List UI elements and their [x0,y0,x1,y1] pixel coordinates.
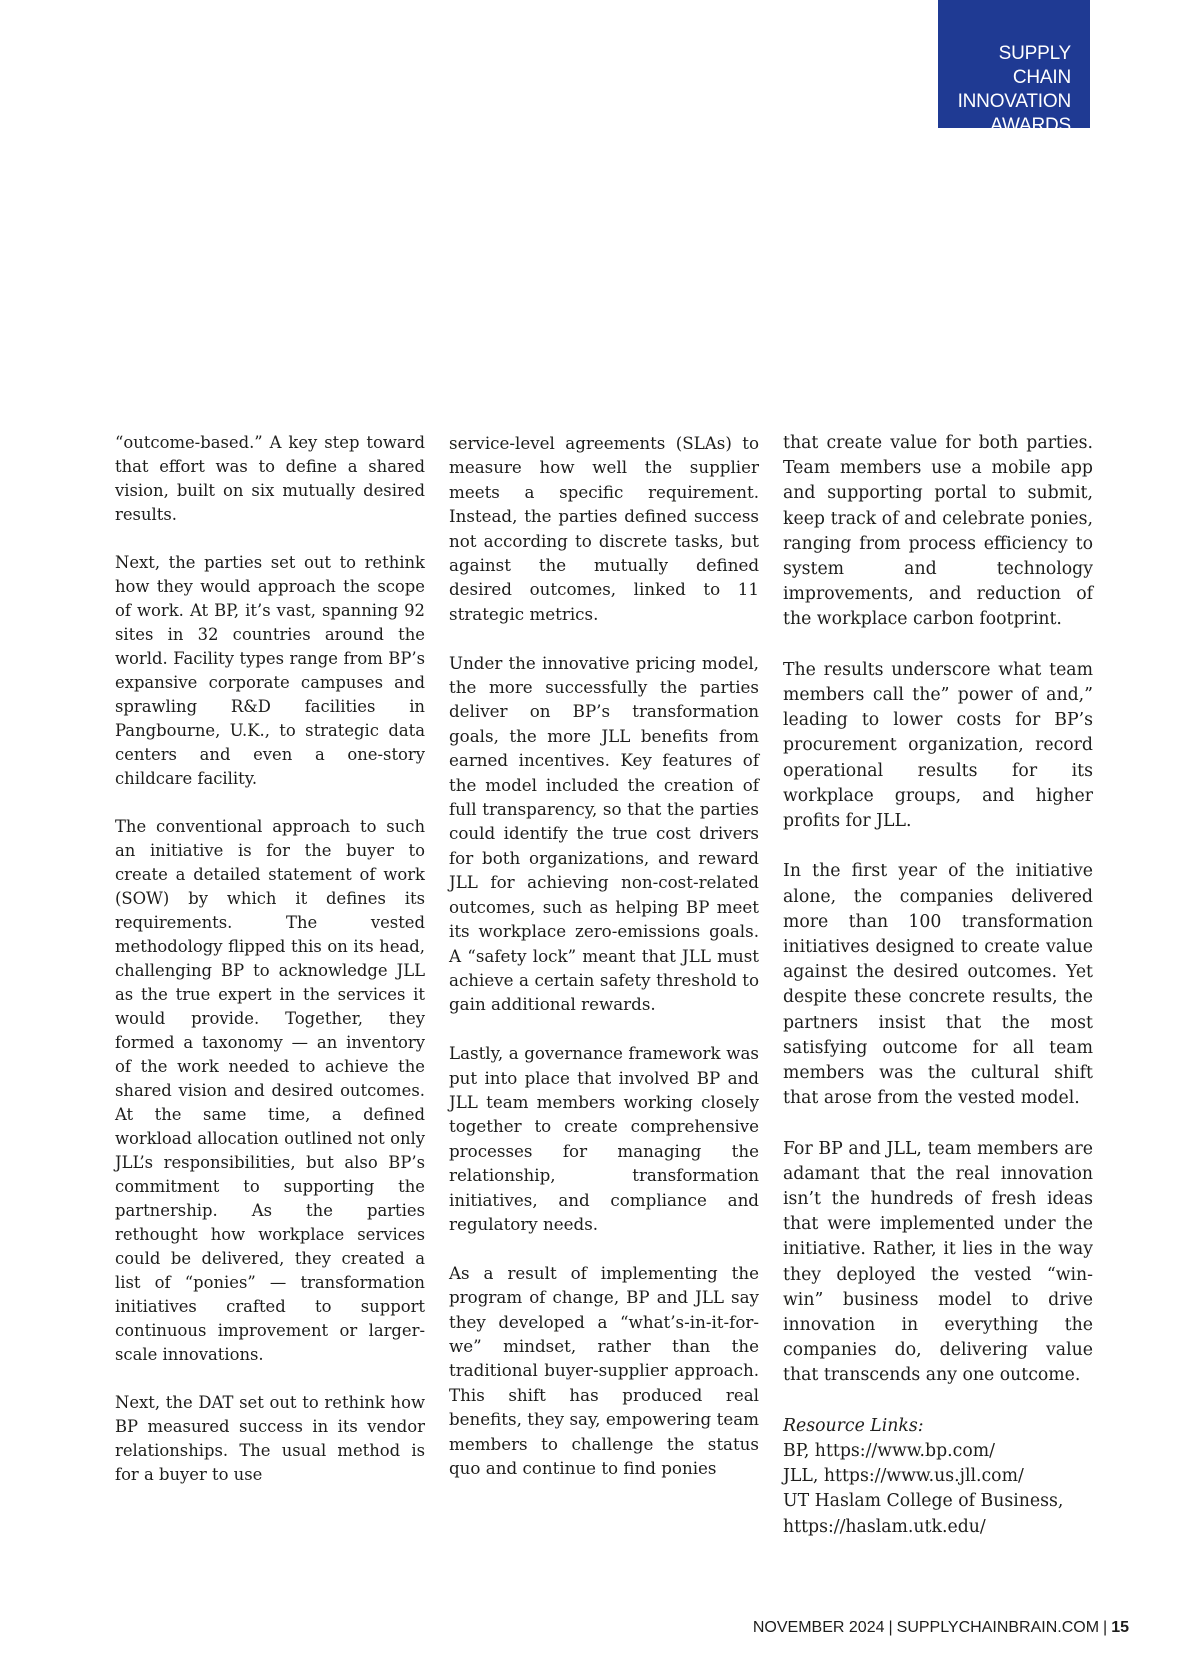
paragraph: For BP and JLL, team members are adamant that the real innovation isn’t the hundreds of fresh ideas that were implemented under the initiative. Rather, it lies in the way they deployed the vested “win-win” business model to drive innovation in everything the companies do, delivering value that transcends any one outcome. [783,1138,1093,1386]
badge-line: INNOVATION [957,91,1071,112]
paragraph: In the first year of the initiative alone, the companies delivered more than 100 transformation initiatives designed to create value against the desired outcomes. Yet despite these concrete results, the partners insist that the most satisfying outcome for all team members was the cultural shift that arose from the vested model. [783,861,1093,1109]
paragraph: service-level agreements (SLAs) to measure how well the supplier meets a specific requirement. Instead, the parties defined success not according to discrete tasks, but against the mutually defined desired outcomes, linked to 11 strategic metrics. [449,433,759,624]
paragraph: As a result of implementing the program of change, BP and JLL say they developed a “what’s-in-it-for-we” mindset, rather than the traditional buyer-supplier approach. This shift has produced real benefits, they say, empowering team members to challenge the status quo and continue to find ponies [449,1262,759,1479]
paragraph: Lastly, a governance framework was put into place that involved BP and JLL team members working closely together to create comprehensive processes for managing the relationship, transformation initiatives, and compliance and regulatory needs. [449,1043,759,1234]
paragraph: Under the innovative pricing model, the more successfully the parties deliver on BP’s transformation goals, the more JLL benefits from earned incentives. Key features of the model included the creation of full transparency, so that the parties could identify the true cost drivers for both organizations, and reward JLL for achieving non-cost-related outcomes, such as helping BP meet its workplace zero-emissions goals. A “safety lock” meant that JLL must achieve a certain safety threshold to gain additional rewards. [449,652,759,1015]
paragraph: that create value for both parties. Team members use a mobile app and supporting portal to submit, keep track of and celebrate ponies, ranging from process efficiency to system and technology improvements, and reduction of the workplace carbon footprint. [783,433,1093,630]
page-footer: NOVEMBER 2024 | SUPPLYCHAINBRAIN.COM | 15 [752,1619,1129,1636]
resource-link: UT Haslam College of Business, [783,1491,1064,1512]
paragraph: Next, the DAT set out to rethink how BP measured success in its vendor relationships. The usual method is for a buyer to use [115,1393,425,1484]
resource-link[interactable]: BP, https://www.bp.com/ [783,1441,995,1462]
article-column-2 [449,431,759,1505]
paragraph: The conventional approach to such an initiative is for the buyer to create a detailed statement of work (SOW) by which it defines its requirements. The vested methodology flipped this on its head, challenging BP to acknowledge JLL as the true expert in the services it would provide. Together, they formed a taxonomy — an inventory of the work needed to achieve the shared vision and desired outcomes. At the same time, a defined workload allocation outlined not only JLL’s responsibilities, but also BP’s commitment to supporting the partnership. As the parties rethought how workplace services could be delivered, they created a list of “ponies” — transformation initiatives crafted to support continuous improvement or larger-scale innovations. [115,817,425,1364]
resource-link[interactable]: https://haslam.utk.edu/ [783,1516,986,1537]
badge-line: AWARDS [990,115,1071,136]
badge-line: SUPPLY CHAIN [998,43,1071,88]
issue-date: NOVEMBER 2024 [752,1619,885,1636]
resource-links [783,1414,1093,1540]
page-number: 15 [1111,1619,1129,1636]
paragraph: Next, the parties set out to rethink how they would approach the scope of work. At BP, it’s vast, spanning 92 sites in 32 countries around the world. Facility types range from BP’s expansive corporate campuses and sprawling R&D facilities in Pangbourne, U.K., to strategic data centers and even a one-story childcare facility. [115,553,425,788]
section-badge [938,0,1090,136]
site-name: SUPPLYCHAINBRAIN.COM [896,1619,1100,1636]
resource-links-heading: Resource Links: [783,1415,924,1436]
resource-link[interactable]: JLL, https://www.us.jll.com/ [783,1466,1024,1487]
paragraph: “outcome-based.” A key step toward that effort was to define a shared vision, built on six mutually desired results. [115,433,425,524]
paragraph: The results underscore what team members call the” power of and,” leading to lower costs for BP’s procurement organization, record operational results for its workplace groups, and higher profits for JLL. [783,659,1093,832]
article-column-1 [115,431,425,1511]
article-column-3 [783,431,1093,1540]
